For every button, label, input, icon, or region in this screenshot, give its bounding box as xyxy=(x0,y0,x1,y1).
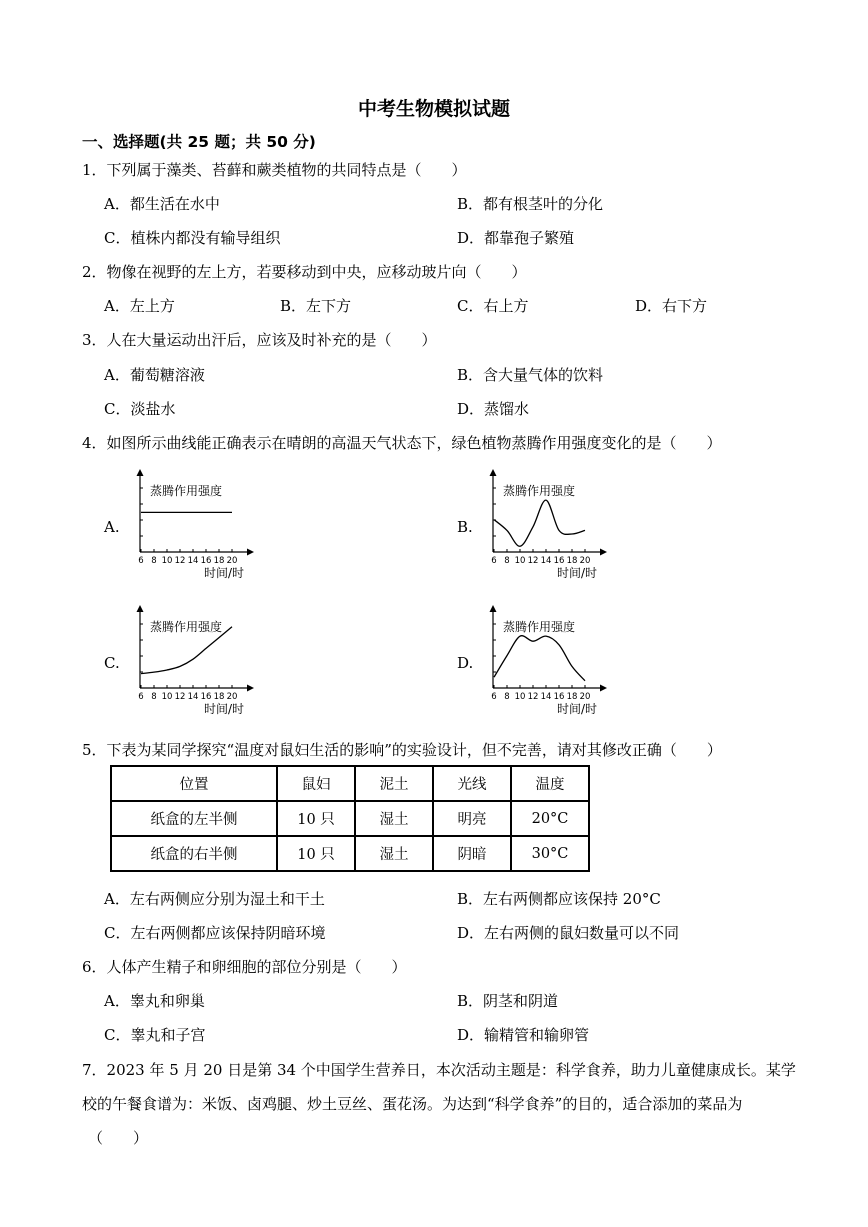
question-4-stem: 4．如图所示曲线能正确表示在晴朗的高温天气状态下，绿色植物蒸腾作用强度变化的是（ ） xyxy=(82,434,722,452)
question-7-line-1: 7．2023 年 5 月 20 日是第 34 个中国学生营养日，本次活动主题是：科学食养，助力儿童健康成长。某学 xyxy=(82,1061,796,1079)
table-cell: 10 只 xyxy=(277,836,355,871)
x-tick-label: 12 xyxy=(174,692,186,702)
data-line-d xyxy=(494,636,585,681)
table-cell: 纸盒的左半侧 xyxy=(111,801,277,836)
table-header-cell: 温度 xyxy=(511,766,589,801)
x-tick-label: 14 xyxy=(187,692,199,702)
section-header: 一、选择题(共 25 题；共 50 分) xyxy=(82,133,316,151)
x-axis-arrow xyxy=(247,685,254,692)
question-1-stem: 1．下列属于藻类、苔藓和蕨类植物的共同特点是（ ） xyxy=(82,161,467,179)
question-1-option-c: C．植株内都没有输导组织 xyxy=(104,229,281,247)
question-2-option-a: A．左上方 xyxy=(104,297,175,315)
question-5-option-c: C．左右两侧都应该保持阴暗环境 xyxy=(104,924,326,942)
x-axis-label: 时间/时 xyxy=(557,702,598,716)
x-tick-label: 20 xyxy=(579,692,591,702)
question-2-stem: 2．物像在视野的左上方，若要移动到中央，应移动玻片向（ ） xyxy=(82,263,527,281)
question-1-option-d: D．都靠孢子繁殖 xyxy=(457,229,575,247)
table-row xyxy=(111,836,589,871)
y-axis-arrow xyxy=(137,469,144,476)
x-axis-label: 时间/时 xyxy=(204,566,245,580)
x-tick-label: 14 xyxy=(540,692,552,702)
question-6-option-b: B．阴茎和阴道 xyxy=(457,992,559,1010)
table-header-cell: 位置 xyxy=(111,766,277,801)
y-axis-label: 蒸腾作用强度 xyxy=(503,484,576,498)
x-tick-label: 18 xyxy=(566,692,578,702)
question-3-option-a: A．葡萄糖溶液 xyxy=(104,366,205,384)
x-tick-label: 18 xyxy=(213,692,225,702)
question-5-stem: 5．下表为某同学探究“温度对鼠妇生活的影响”的实验设计，但不完善，请对其修改正确（ ） xyxy=(82,741,722,759)
y-axis-arrow xyxy=(137,605,144,612)
page-title: 中考生物模拟试题 xyxy=(357,98,510,120)
chart-b xyxy=(481,468,616,586)
y-axis-label: 蒸腾作用强度 xyxy=(150,620,223,634)
question-2-option-d: D．右下方 xyxy=(635,297,708,315)
x-tick-label: 10 xyxy=(161,556,173,566)
question-5-option-a: A．左右两侧应分别为湿土和干土 xyxy=(104,890,325,908)
question-1-option-b: B．都有根茎叶的分化 xyxy=(457,195,604,213)
question-6-stem: 6．人体产生精子和卵细胞的部位分别是（ ） xyxy=(82,958,407,976)
x-tick-label: 20 xyxy=(579,556,591,566)
y-axis-arrow xyxy=(490,469,497,476)
x-tick-label: 18 xyxy=(213,556,225,566)
chart-a xyxy=(128,468,263,586)
x-axis-label: 时间/时 xyxy=(204,702,245,716)
question-7-line-3: （ ） xyxy=(88,1129,149,1147)
chart-d xyxy=(481,604,616,722)
y-axis-arrow xyxy=(490,605,497,612)
y-axis-label: 蒸腾作用强度 xyxy=(150,484,223,498)
x-tick-label: 10 xyxy=(514,556,526,566)
table-cell: 湿土 xyxy=(355,836,433,871)
x-tick-label: 14 xyxy=(187,556,199,566)
x-tick-label: 16 xyxy=(553,556,565,566)
x-tick-label: 20 xyxy=(226,692,238,702)
question-4-option-d-label: D. xyxy=(457,654,474,672)
x-tick-label: 6 xyxy=(138,692,144,702)
x-tick-label: 6 xyxy=(138,556,144,566)
table-header-cell: 泥土 xyxy=(355,766,433,801)
question-6-option-d: D．输精管和输卵管 xyxy=(457,1026,590,1044)
x-tick-label: 10 xyxy=(514,692,526,702)
question-2-option-b: B．左下方 xyxy=(280,297,352,315)
question-2-option-c: C．右上方 xyxy=(457,297,529,315)
x-tick-label: 6 xyxy=(491,692,497,702)
chart-c xyxy=(128,604,263,722)
question-6-option-a: A．睾丸和卵巢 xyxy=(104,992,205,1010)
x-tick-label: 8 xyxy=(151,556,157,566)
question-3-option-b: B．含大量气体的饮料 xyxy=(457,366,604,384)
x-tick-label: 16 xyxy=(200,692,212,702)
table-header-cell: 鼠妇 xyxy=(277,766,355,801)
x-tick-label: 18 xyxy=(566,556,578,566)
question-7-line-2: 校的午餐食谱为：米饭、卤鸡腿、炒土豆丝、蛋花汤。为达到“科学食养”的目的，适合添加的菜品为 xyxy=(82,1095,743,1113)
question-5-option-b: B．左右两侧都应该保持 20°C xyxy=(457,890,661,908)
x-axis-arrow xyxy=(600,549,607,556)
question-4-option-a-label: A. xyxy=(104,518,120,536)
x-tick-label: 8 xyxy=(504,692,510,702)
x-tick-label: 8 xyxy=(504,556,510,566)
question-3-stem: 3．人在大量运动出汗后，应该及时补充的是（ ） xyxy=(82,331,437,349)
table-cell: 20°C xyxy=(511,801,589,836)
x-tick-label: 10 xyxy=(161,692,173,702)
question-4-option-c-label: C. xyxy=(104,654,120,672)
table-cell: 纸盒的右半侧 xyxy=(111,836,277,871)
table-cell: 阴暗 xyxy=(433,836,511,871)
table-cell: 明亮 xyxy=(433,801,511,836)
question-3-option-c: C．淡盐水 xyxy=(104,400,176,418)
question-5-option-d: D．左右两侧的鼠妇数量可以不同 xyxy=(457,924,680,942)
table-header-row xyxy=(111,766,589,801)
x-tick-label: 16 xyxy=(553,692,565,702)
y-axis-label: 蒸腾作用强度 xyxy=(503,620,576,634)
experiment-table xyxy=(110,765,590,872)
x-tick-label: 8 xyxy=(151,692,157,702)
table-row xyxy=(111,801,589,836)
x-tick-label: 12 xyxy=(527,556,539,566)
data-line-b xyxy=(494,500,585,546)
question-6-option-c: C．睾丸和子宫 xyxy=(104,1026,206,1044)
x-tick-label: 12 xyxy=(174,556,186,566)
x-tick-label: 20 xyxy=(226,556,238,566)
table-cell: 30°C xyxy=(511,836,589,871)
table-header-cell: 光线 xyxy=(433,766,511,801)
question-3-option-d: D．蒸馏水 xyxy=(457,400,530,418)
x-tick-label: 14 xyxy=(540,556,552,566)
x-axis-arrow xyxy=(247,549,254,556)
table-cell: 湿土 xyxy=(355,801,433,836)
x-tick-label: 12 xyxy=(527,692,539,702)
x-axis-arrow xyxy=(600,685,607,692)
x-axis-label: 时间/时 xyxy=(557,566,598,580)
x-tick-label: 16 xyxy=(200,556,212,566)
question-4-option-b-label: B. xyxy=(457,518,473,536)
question-1-option-a: A．都生活在水中 xyxy=(104,195,220,213)
x-tick-label: 6 xyxy=(491,556,497,566)
table-cell: 10 只 xyxy=(277,801,355,836)
